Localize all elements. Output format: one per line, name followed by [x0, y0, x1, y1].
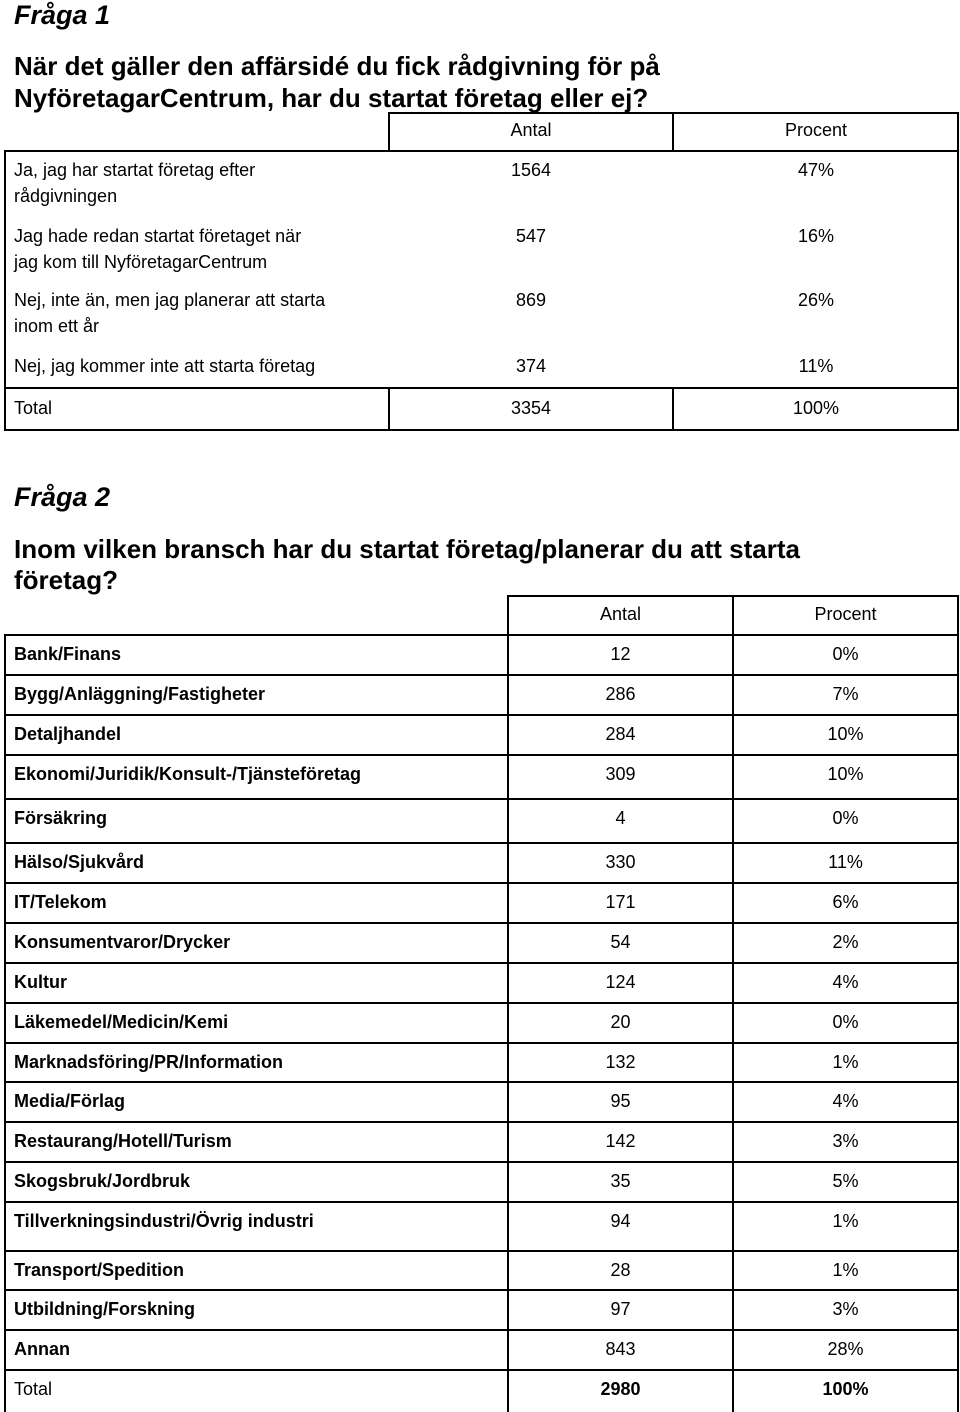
q2-row-antal: 35	[610, 1171, 631, 1191]
q1-row-label: Nej, jag kommer inte att starta företag	[14, 356, 316, 376]
q2-row-rule	[4, 842, 959, 844]
q2-row-procent: 0%	[832, 808, 859, 828]
q2-row-label: Skogsbruk/Jordbruk	[14, 1171, 191, 1191]
q1-bottom-rule	[4, 429, 959, 431]
q2-row-label: Hälso/Sjukvård	[14, 852, 145, 872]
q2-row-procent: 0%	[832, 1012, 859, 1032]
q1-row-procent: 16%	[797, 226, 835, 246]
q2-row-antal: 94	[610, 1211, 631, 1231]
q2-row-procent: 1%	[832, 1052, 859, 1072]
q2-title: Fråga 2	[14, 482, 111, 512]
q1-row-label: rådgivningen	[14, 186, 118, 206]
q2-row-antal: 132	[605, 1052, 636, 1072]
q1-title: Fråga 1	[14, 0, 111, 30]
q2-row-procent: 28%	[827, 1339, 864, 1359]
q1-row-label: Ja, jag har startat företag efter	[14, 160, 256, 180]
q1-question-line2: NyföretagarCentrum, har du startat företag eller ej?	[14, 83, 649, 113]
q2-row-rule	[4, 754, 959, 756]
q2-row-procent: 6%	[832, 892, 859, 912]
q2-row-label: Transport/Spedition	[14, 1260, 185, 1280]
q2-total-label: Total	[14, 1379, 53, 1399]
q2-row-procent: 7%	[832, 684, 859, 704]
q1-left-rule	[4, 150, 6, 431]
q2-total-procent: 100%	[822, 1379, 869, 1399]
q2-row-antal: 142	[605, 1131, 636, 1151]
q1-total-label: Total	[14, 398, 53, 418]
q2-row-procent: 5%	[832, 1171, 859, 1191]
q2-row-label: Media/Förlag	[14, 1091, 126, 1111]
q2-row-procent: 10%	[827, 724, 864, 744]
q2-row-antal: 309	[605, 764, 636, 784]
q2-row-label: IT/Telekom	[14, 892, 107, 912]
q2-row-rule	[4, 798, 959, 800]
q1-total-top-rule	[4, 387, 959, 389]
q2-row-label: Försäkring	[14, 808, 108, 828]
q1-row-procent: 26%	[797, 290, 835, 310]
q2-row-antal: 54	[610, 932, 631, 952]
q2-row-procent: 10%	[827, 764, 864, 784]
q2-row-rule	[4, 1289, 959, 1291]
q2-row-label: Tillverkningsindustri/Övrig industri	[14, 1211, 314, 1231]
q2-row-antal: 330	[605, 852, 636, 872]
q2-row-rule	[4, 674, 959, 676]
q2-row-label: Läkemedel/Medicin/Kemi	[14, 1012, 229, 1032]
q2-total-antal: 2980	[600, 1379, 641, 1399]
q2-row-antal: 843	[605, 1339, 636, 1359]
q1-row-label: Jag hade redan startat företaget när	[14, 226, 302, 246]
q2-row-label: Utbildning/Forskning	[14, 1299, 195, 1319]
q2-row-procent: 2%	[832, 932, 859, 952]
q2-row-label: Kultur	[14, 972, 67, 992]
q2-row-label: Annan	[14, 1339, 70, 1359]
q1-row-antal: 374	[515, 356, 547, 376]
q2-row-rule	[4, 1081, 959, 1083]
q2-row-antal: 20	[610, 1012, 631, 1032]
q2-row-antal: 171	[605, 892, 636, 912]
q2-row-procent: 11%	[828, 852, 863, 872]
q1-header-procent: Procent	[784, 120, 848, 140]
q1-table	[0, 0, 960, 440]
q2-row-antal: 97	[610, 1299, 631, 1319]
q2-row-antal: 28	[610, 1260, 631, 1280]
q2-row-antal: 124	[605, 972, 636, 992]
q2-row-antal: 4	[615, 808, 626, 828]
q2-left-rule	[4, 634, 6, 1412]
q1-row-antal: 869	[515, 290, 547, 310]
q2-row-rule	[4, 1121, 959, 1123]
q2-total-top-rule	[4, 1369, 959, 1371]
q2-table	[0, 590, 960, 1412]
q1-total-procent: 100%	[792, 398, 840, 418]
q2-row-rule	[4, 882, 959, 884]
q1-row-label: Nej, inte än, men jag planerar att starta	[14, 290, 326, 310]
q1-total-antal: 3354	[510, 398, 552, 418]
q2-row-label: Restaurang/Hotell/Turism	[14, 1131, 232, 1151]
q2-row-rule	[4, 714, 959, 716]
q1-row-antal: 547	[515, 226, 547, 246]
q2-row-rule	[4, 1161, 959, 1163]
q2-row-antal: 284	[605, 724, 636, 744]
q2-row-rule	[4, 1201, 959, 1203]
q1-row-label: inom ett år	[14, 316, 100, 336]
q2-row-antal: 95	[610, 1091, 631, 1111]
q2-row-procent: 4%	[832, 972, 859, 992]
q2-header-antal: Antal	[599, 604, 642, 624]
q1-row-label: jag kom till NyföretagarCentrum	[14, 252, 268, 272]
q1-header-bottom-rule	[4, 150, 959, 152]
q2-question-line1: Inom vilken bransch har du startat företag/planerar du att starta	[14, 534, 800, 564]
q2-question-line2: företag?	[14, 565, 118, 595]
q2-row-procent: 3%	[832, 1299, 859, 1319]
q2-row-label: Bank/Finans	[14, 644, 122, 664]
q2-row-rule	[4, 1329, 959, 1331]
q2-row-rule	[4, 634, 959, 636]
q2-header-procent: Procent	[814, 604, 877, 624]
q2-row-rule	[4, 1250, 959, 1252]
q2-row-label: Ekonomi/Juridik/Konsult-/Tjänsteföretag	[14, 764, 362, 784]
q2-row-label: Marknadsföring/PR/Information	[14, 1052, 284, 1072]
q1-row-procent: 47%	[797, 160, 835, 180]
q2-row-procent: 4%	[832, 1091, 859, 1111]
q2-row-procent: 3%	[832, 1131, 859, 1151]
q2-row-label: Konsumentvaror/Drycker	[14, 932, 231, 952]
q2-row-antal: 12	[610, 644, 631, 664]
q2-row-rule	[4, 922, 959, 924]
q2-row-antal: 286	[605, 684, 636, 704]
q2-row-rule	[4, 1002, 959, 1004]
q1-row-procent: 11%	[798, 356, 834, 376]
q1-header-antal: Antal	[510, 120, 552, 140]
q2-row-procent: 1%	[832, 1260, 859, 1280]
q1-question-line1: När det gäller den affärsidé du fick rådgivning för på	[14, 51, 660, 81]
q2-row-label: Detaljhandel	[14, 724, 122, 744]
q2-row-rule	[4, 1042, 959, 1044]
q2-row-label: Bygg/Anläggning/Fastigheter	[14, 684, 266, 704]
q2-row-rule	[4, 962, 959, 964]
q2-row-procent: 0%	[832, 644, 859, 664]
q1-row-antal: 1564	[510, 160, 552, 180]
q2-row-procent: 1%	[832, 1211, 859, 1231]
